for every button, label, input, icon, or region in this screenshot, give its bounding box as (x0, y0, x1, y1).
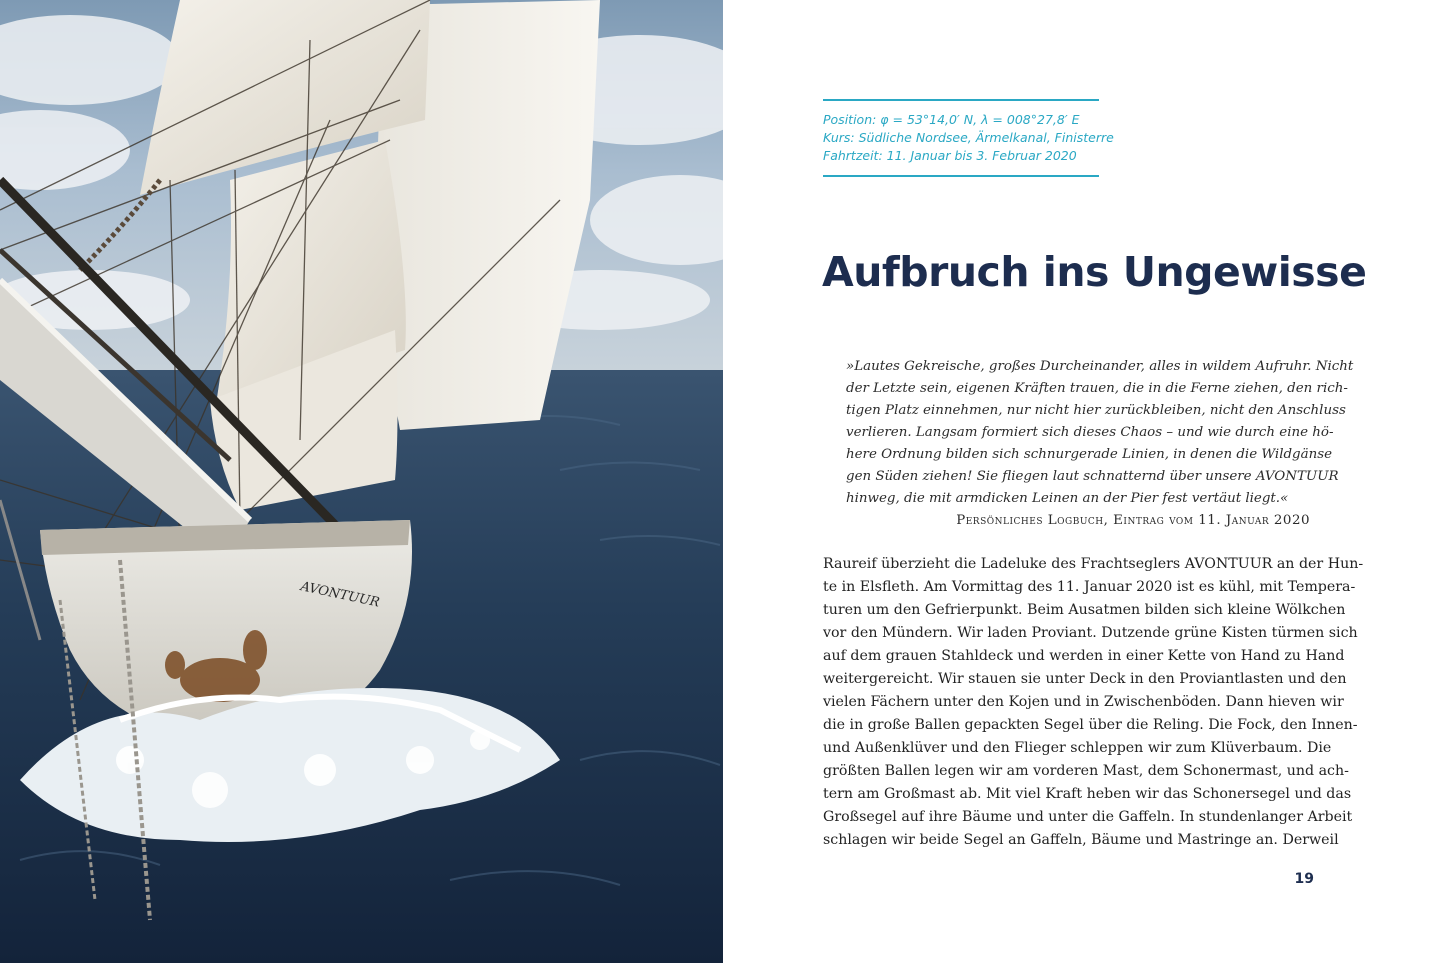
quote-line: »Lautes Gekreische, großes Durcheinander, alles in wildem Aufruhr. Nicht (846, 359, 1354, 374)
body-line: und Außenklüver und den Flieger schleppen wir zum Klüverbaum. Die (823, 740, 1332, 756)
body-line: die in große Ballen gepackten Segel über die Reling. Die Fock, den Innen- (823, 717, 1358, 733)
voyage-info-box (823, 99, 1114, 177)
body-line: vor den Mündern. Wir laden Proviant. Dutzende grüne Kisten türmen sich (823, 625, 1358, 641)
body-line: auf dem grauen Stahldeck und werden in einer Kette von Hand zu Hand (823, 648, 1345, 664)
body-line: weitergereicht. Wir stauen sie unter Deck in den Proviantlasten und den (823, 671, 1347, 687)
hull-name: AVONTUUR (299, 579, 381, 611)
body-line: größten Ballen legen wir am vorderen Mast, dem Schonermast, und ach- (823, 763, 1349, 779)
quote-line: der Letzte sein, eigenen Kräften trauen, die in die Ferne ziehen, den rich- (846, 381, 1348, 396)
body-line: Großsegel auf ihre Bäume und unter die Gaffeln. In stundenlanger Arbeit (823, 809, 1353, 825)
body-line: Raureif überzieht die Ladeluke des Frachtseglers AVONTUUR an der Hun- (823, 556, 1364, 572)
body-paragraph (823, 553, 1364, 852)
epigraph-quote (846, 356, 1354, 532)
body-line: vielen Fächern unter den Kojen und in Zwischenböden. Dann hieven wir (823, 694, 1344, 710)
quote-source: Persönliches Logbuch, Eintrag vom 11. Januar 2020 (956, 513, 1310, 528)
body-line: te in Elsfleth. Am Vormittag des 11. Januar 2020 ist es kühl, mit Tempera- (823, 579, 1356, 595)
body-line: turen um den Gefrierpunkt. Beim Ausatmen bilden sich kleine Wölkchen (823, 602, 1346, 618)
quote-line: verlieren. Langsam formiert sich dieses Chaos – und wie durch eine hö- (846, 425, 1334, 440)
quote-line: here Ordnung bilden sich schnurgerade Linien, in denen die Wildgänse (846, 447, 1333, 462)
quote-line: hinweg, die mit armdicken Leinen an der Pier fest vertäut liegt.« (846, 491, 1289, 506)
page-number: 19 (1294, 871, 1314, 887)
chapter-title: Aufbruch ins Ungewisse (822, 248, 1367, 296)
course-line: Kurs: Südliche Nordsee, Ärmelkanal, Finisterre (823, 130, 1114, 145)
body-line: tern am Großmast ab. Mit viel Kraft heben wir das Schonersegel und das (823, 786, 1352, 802)
body-line: schlagen wir beide Segel an Gaffeln, Bäume und Mastringe an. Derweil (823, 832, 1339, 848)
duration-line: Fahrtzeit: 11. Januar bis 3. Februar 2020 (823, 148, 1077, 163)
text-page (723, 0, 1445, 963)
quote-line: gen Süden ziehen! Sie fliegen laut schnatternd über unsere AVONTUUR (846, 469, 1339, 484)
quote-line: tigen Platz einnehmen, nur nicht hier zurückbleiben, nicht den Anschluss (846, 403, 1346, 418)
position-line: Position: φ = 53°14,0′ N, λ = 008°27,8′ E (823, 112, 1080, 127)
